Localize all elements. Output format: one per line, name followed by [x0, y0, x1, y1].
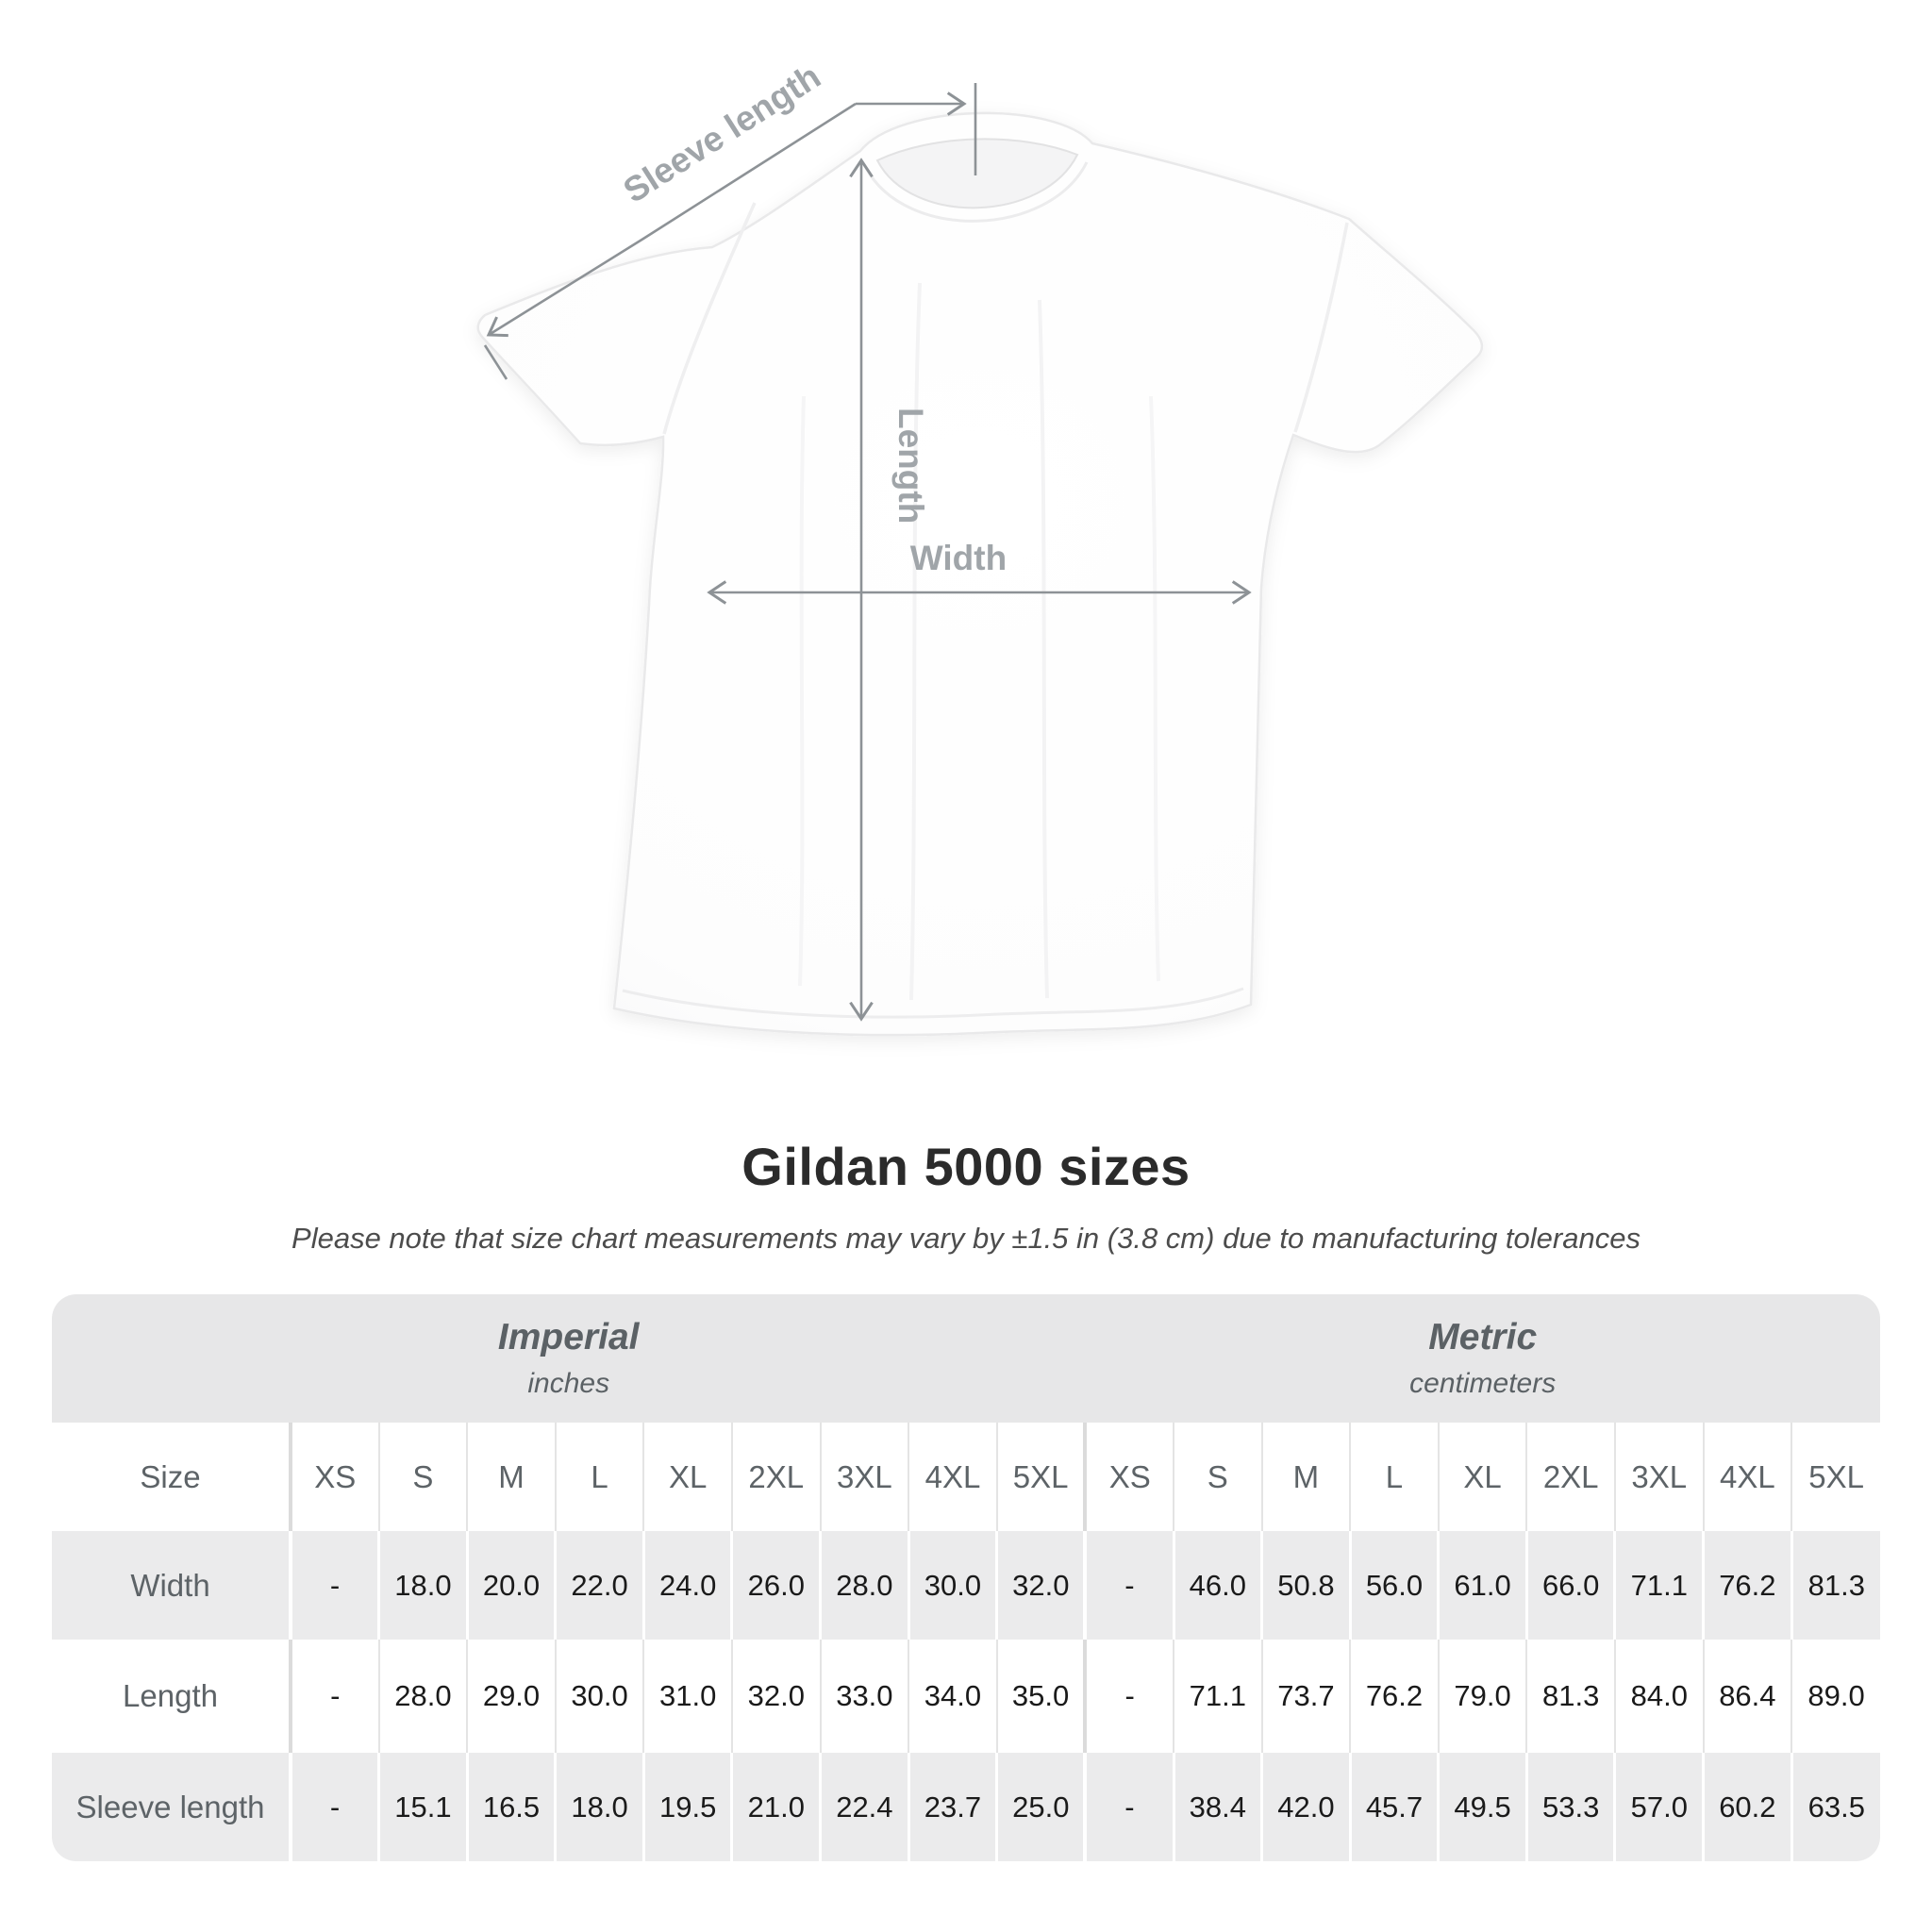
- title-block: [0, 1136, 1932, 1256]
- measurement-value-cell: 86.4: [1704, 1640, 1792, 1753]
- size-col-header-imperial-xl: XL: [643, 1423, 732, 1531]
- page-title: Gildan 5000 sizes: [741, 1137, 1191, 1196]
- measurement-value-cell: 73.7: [1262, 1640, 1351, 1753]
- measurement-value-cell: 29.0: [467, 1640, 556, 1753]
- size-col-header-metric-5xl: 5XL: [1791, 1423, 1880, 1531]
- width-label: Width: [909, 539, 1008, 577]
- measurement-value-cell: 15.1: [379, 1753, 468, 1861]
- measurement-value-cell: 57.0: [1615, 1753, 1704, 1861]
- sleeve-length-label: Sleeve length: [616, 57, 827, 210]
- row-label: Sleeve length: [52, 1753, 291, 1861]
- measurement-value-cell: -: [291, 1640, 379, 1753]
- metric-group-label: Metric: [1428, 1317, 1538, 1357]
- measurement-value-cell: 31.0: [643, 1640, 732, 1753]
- measurement-value-cell: -: [1085, 1640, 1174, 1753]
- measurement-value-cell: 84.0: [1615, 1640, 1704, 1753]
- size-col-header-imperial-2xl: 2XL: [732, 1423, 821, 1531]
- measurement-value-cell: 30.0: [908, 1531, 997, 1640]
- imperial-group-unit: inches: [527, 1368, 610, 1399]
- table-row-sleeve-length: [52, 1753, 1880, 1861]
- size-col-header-metric-m: M: [1262, 1423, 1351, 1531]
- measurement-value-cell: 19.5: [643, 1753, 732, 1861]
- measurement-value-cell: 22.4: [821, 1753, 909, 1861]
- measurement-value-cell: -: [291, 1753, 379, 1861]
- measurement-value-cell: 42.0: [1262, 1753, 1351, 1861]
- imperial-group-header: [52, 1294, 1085, 1423]
- metric-group-unit: centimeters: [1409, 1368, 1557, 1399]
- size-col-header-metric-xs: XS: [1085, 1423, 1174, 1531]
- size-col-header-metric-s: S: [1174, 1423, 1262, 1531]
- measurement-value-cell: 28.0: [379, 1640, 468, 1753]
- measurement-value-cell: 24.0: [643, 1531, 732, 1640]
- measurement-value-cell: 28.0: [821, 1531, 909, 1640]
- measurement-value-cell: 18.0: [379, 1531, 468, 1640]
- measurement-value-cell: 20.0: [467, 1531, 556, 1640]
- measurement-value-cell: 38.4: [1174, 1753, 1262, 1861]
- measurement-value-cell: 81.3: [1791, 1531, 1880, 1640]
- measurement-value-cell: 61.0: [1439, 1531, 1527, 1640]
- measurement-value-cell: -: [1085, 1531, 1174, 1640]
- table-row-length: [52, 1640, 1880, 1753]
- measurement-value-cell: 25.0: [997, 1753, 1086, 1861]
- measurement-value-cell: 35.0: [997, 1640, 1086, 1753]
- size-col-header-imperial-5xl: 5XL: [997, 1423, 1086, 1531]
- measurement-rows: [52, 1531, 1880, 1861]
- measurement-value-cell: 30.0: [556, 1640, 644, 1753]
- measurement-value-cell: 60.2: [1704, 1753, 1792, 1861]
- measurement-value-cell: 22.0: [556, 1531, 644, 1640]
- measurement-value-cell: 34.0: [908, 1640, 997, 1753]
- row-label: Length: [123, 1678, 218, 1713]
- measurement-value-cell: 53.3: [1526, 1753, 1615, 1861]
- size-header-row: [52, 1423, 1880, 1531]
- measurement-value-cell: -: [1085, 1753, 1174, 1861]
- measurement-value-cell: 26.0: [732, 1531, 821, 1640]
- measurement-value-cell: 71.1: [1615, 1531, 1704, 1640]
- measurement-value-cell: 16.5: [467, 1753, 556, 1861]
- size-col-header-metric-4xl: 4XL: [1704, 1423, 1792, 1531]
- size-col-header-metric-l: L: [1350, 1423, 1439, 1531]
- size-column-header: Size: [140, 1458, 201, 1494]
- size-col-header-metric-3xl: 3XL: [1615, 1423, 1704, 1531]
- measurement-value-cell: 56.0: [1350, 1531, 1439, 1640]
- size-chart-table-container: [52, 1294, 1880, 1861]
- size-col-header-metric-xl: XL: [1439, 1423, 1527, 1531]
- measurement-value-cell: 89.0: [1791, 1640, 1880, 1753]
- measurement-value-cell: 50.8: [1262, 1531, 1351, 1640]
- imperial-group-label: Imperial: [497, 1317, 640, 1357]
- measurement-value-cell: 32.0: [997, 1531, 1086, 1640]
- measurement-value-cell: 49.5: [1439, 1753, 1527, 1861]
- size-chart-table: [52, 1294, 1880, 1861]
- table-row-width: [52, 1531, 1880, 1640]
- tolerance-note: Please note that size chart measurements may vary by ±1.5 in (3.8 cm) due to manufacturing tolerances: [291, 1222, 1641, 1255]
- size-col-header-imperial-m: M: [467, 1423, 556, 1531]
- unit-group-header-row: [52, 1294, 1880, 1423]
- measurement-value-cell: 23.7: [908, 1753, 997, 1861]
- row-label: Width: [52, 1531, 291, 1640]
- size-col-header-imperial-s: S: [379, 1423, 468, 1531]
- measurement-value-cell: 21.0: [732, 1753, 821, 1861]
- measurement-value-cell: 32.0: [732, 1640, 821, 1753]
- measurement-value-cell: 18.0: [556, 1753, 644, 1861]
- size-col-header-metric-2xl: 2XL: [1526, 1423, 1615, 1531]
- measurement-value-cell: 33.0: [821, 1640, 909, 1753]
- size-col-header-imperial-xs: XS: [291, 1423, 379, 1531]
- measurement-value-cell: 79.0: [1439, 1640, 1527, 1753]
- measurement-value-cell: -: [291, 1531, 379, 1640]
- measurement-value-cell: 63.5: [1791, 1753, 1880, 1861]
- size-col-header-imperial-4xl: 4XL: [908, 1423, 997, 1531]
- measurement-value-cell: 66.0: [1526, 1531, 1615, 1640]
- measurement-value-cell: 81.3: [1526, 1640, 1615, 1753]
- size-col-header-imperial-3xl: 3XL: [821, 1423, 909, 1531]
- length-label: Length: [891, 408, 930, 525]
- size-col-header-imperial-l: L: [556, 1423, 644, 1531]
- measurement-value-cell: 46.0: [1174, 1531, 1262, 1640]
- measurement-value-cell: 45.7: [1350, 1753, 1439, 1861]
- measurement-value-cell: 71.1: [1174, 1640, 1262, 1753]
- metric-group-header: [1085, 1294, 1880, 1423]
- measurement-value-cell: 76.2: [1704, 1531, 1792, 1640]
- measurement-value-cell: 76.2: [1350, 1640, 1439, 1753]
